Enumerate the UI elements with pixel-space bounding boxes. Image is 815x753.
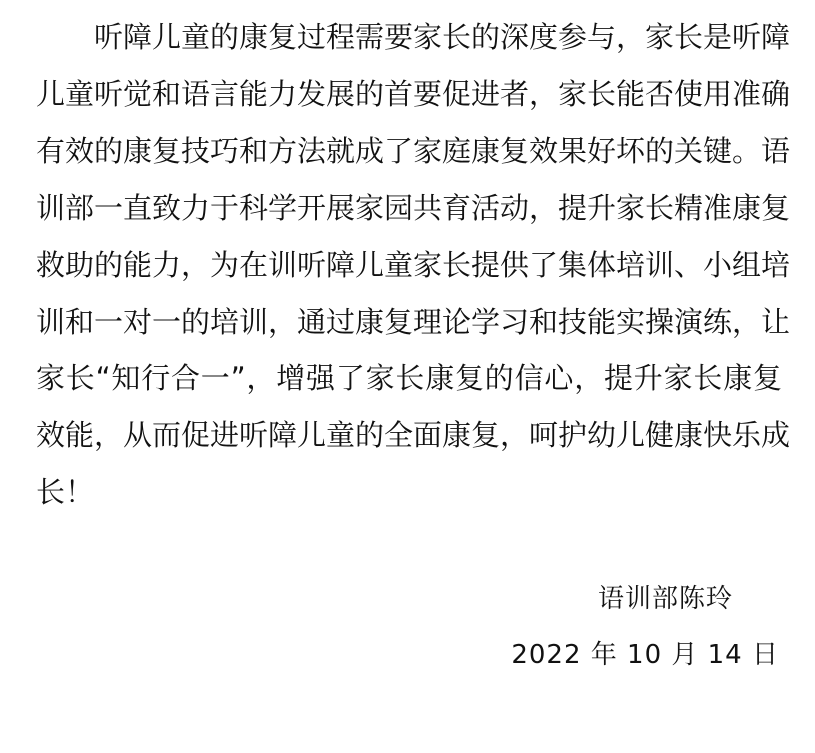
paragraph-line: 救助的能力，为在训听障儿童家长提供了集体培训、小组培 [36,248,791,282]
paragraph-line: 有效的康复技巧和方法就成了家庭康复效果好坏的关键。语 [36,134,791,168]
paragraph-line: 效能，从而促进听障儿童的全面康复，呵护幼儿健康快乐成 [36,418,791,452]
paragraph-line: 儿童听觉和语言能力发展的首要促进者，家长能否使用准确 [36,77,791,111]
paragraph-line: 听障儿童的康复过程需要家长的深度参与，家长是听障 [94,20,791,54]
paragraph-line: 训部一直致力于科学开展家园共育活动，提升家长精准康复 [36,191,791,225]
date: 2022 年 10 月 14 日 [511,640,779,670]
paragraph-line: 家长“知行合一”，增强了家长康复的信心，提升家长康复 [36,361,782,395]
signature: 语训部陈玲 [597,584,733,614]
paragraph-line: 训和一对一的培训，通过康复理论学习和技能实操演练，让 [36,305,791,339]
paragraph-line: 长！ [36,475,95,509]
